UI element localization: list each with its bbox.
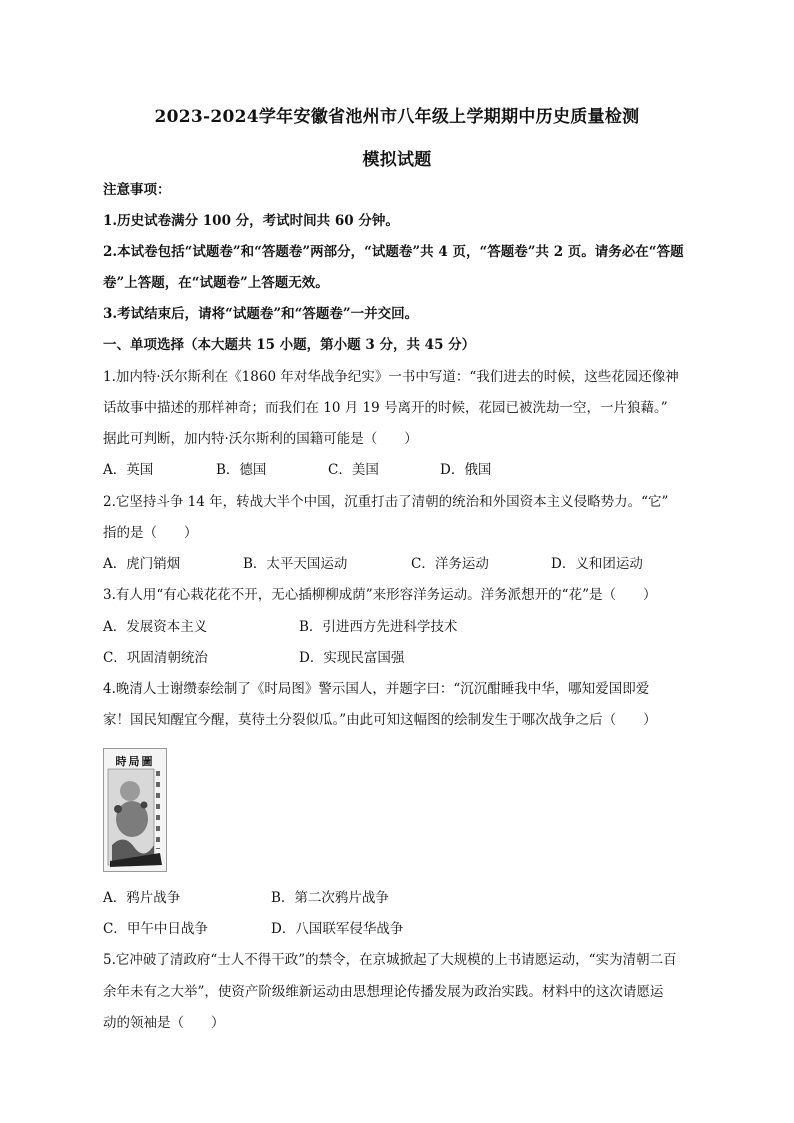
question-5-text-cont: 余年未有之大举”，使资产阶级维新运动由思想理论传播发展为政治实践。材料中的这次请愿运 — [103, 984, 664, 1000]
q4-option-a: A．鸦片战争 — [103, 890, 181, 906]
shijutu-illustration — [104, 749, 166, 871]
shijutu-title: 時局圖 — [115, 755, 155, 768]
q4-option-b: B．第二次鸦片战争 — [271, 890, 389, 906]
question-4-text: 4.晚清人士谢缵泰绘制了《时局图》警示国人，并题字曰：“沉沉酣睡我中华，哪知爱国即爱 — [103, 681, 650, 697]
q1-option-a: A．英国 — [103, 462, 154, 478]
question-4-text-cont: 家！国民知醒宜今醒，莫待土分裂似瓜。”由此可知这幅图的绘制发生于哪次战争之后（ ） — [103, 712, 657, 728]
question-5-text-cont: 动的领袖是（ ） — [103, 1015, 225, 1031]
q2-option-c: C．洋务运动 — [411, 556, 489, 572]
question-1-text-cont: 据此可判断，加内特·沃尔斯利的国籍可能是（ ） — [103, 431, 418, 447]
q2-option-d: D．义和团运动 — [551, 556, 643, 572]
q3-option-d: D．实现民富国强 — [299, 650, 405, 666]
q1-option-c: C．美国 — [328, 462, 379, 478]
exam-subtitle: 模拟试题 — [362, 150, 432, 170]
q4-option-c: C．甲午中日战争 — [103, 921, 208, 937]
question-1-text-cont: 话故事中描述的那样神奇；而我们在 10 月 19 号离开的时候，花园已被洗劫一空，一片狼藉。” — [103, 400, 668, 416]
notice-item-3: 3.考试结束后，请将“试题卷”和“答题卷”一并交回。 — [103, 306, 419, 322]
question-2-text: 2.它坚持斗争 14 年，转战大半个中国，沉重打击了清朝的统治和外国资本主义侵略势力。“它” — [103, 494, 669, 510]
question-2-text-cont: 指的是（ ） — [103, 525, 198, 541]
q3-option-b: B．引进西方先进科学技术 — [299, 619, 458, 635]
q4-option-d: D．八国联军侵华战争 — [271, 921, 404, 937]
notice-item-2-cont: 卷”上答题，在“试题卷”上答题无效。 — [103, 275, 329, 291]
question-3-text: 3.有人用“有心栽花花不开，无心插柳柳成荫”来形容洋务运动。洋务派想开的“花”是（ ） — [103, 587, 657, 603]
q2-option-b: B．太平天国运动 — [243, 556, 348, 572]
question-5-text: 5.它冲破了清政府“士人不得干政”的禁令，在京城掀起了大规模的上书请愿运动，“实为清朝二百 — [103, 952, 677, 968]
notice-item-1: 1.历史试卷满分 100 分，考试时间共 60 分钟。 — [103, 213, 399, 229]
question-1-text: 1.加内特·沃尔斯利在《1860 年对华战争纪实》一书中写道：“我们进去的时候，这些花园还像神 — [103, 369, 679, 385]
q3-option-a: A．发展资本主义 — [103, 619, 208, 635]
notice-item-2: 2.本试卷包括“试题卷”和“答题卷”两部分，“试题卷”共 4 页，“答题卷”共 2 页。请务必在“答题 — [103, 244, 684, 260]
q1-option-d: D．俄国 — [440, 462, 492, 478]
shijutu-image — [103, 748, 167, 872]
section-heading: 一、单项选择（本大题共 15 小题，第小题 3 分，共 45 分） — [103, 337, 476, 353]
q3-option-c: C．巩固清朝统治 — [103, 650, 208, 666]
exam-title: 2023-2024学年安徽省池州市八年级上学期期中历史质量检测 — [154, 107, 640, 127]
q2-option-a: A．虎门销烟 — [103, 556, 181, 572]
notice-heading: 注意事项： — [103, 182, 171, 198]
q1-option-b: B．德国 — [216, 462, 267, 478]
